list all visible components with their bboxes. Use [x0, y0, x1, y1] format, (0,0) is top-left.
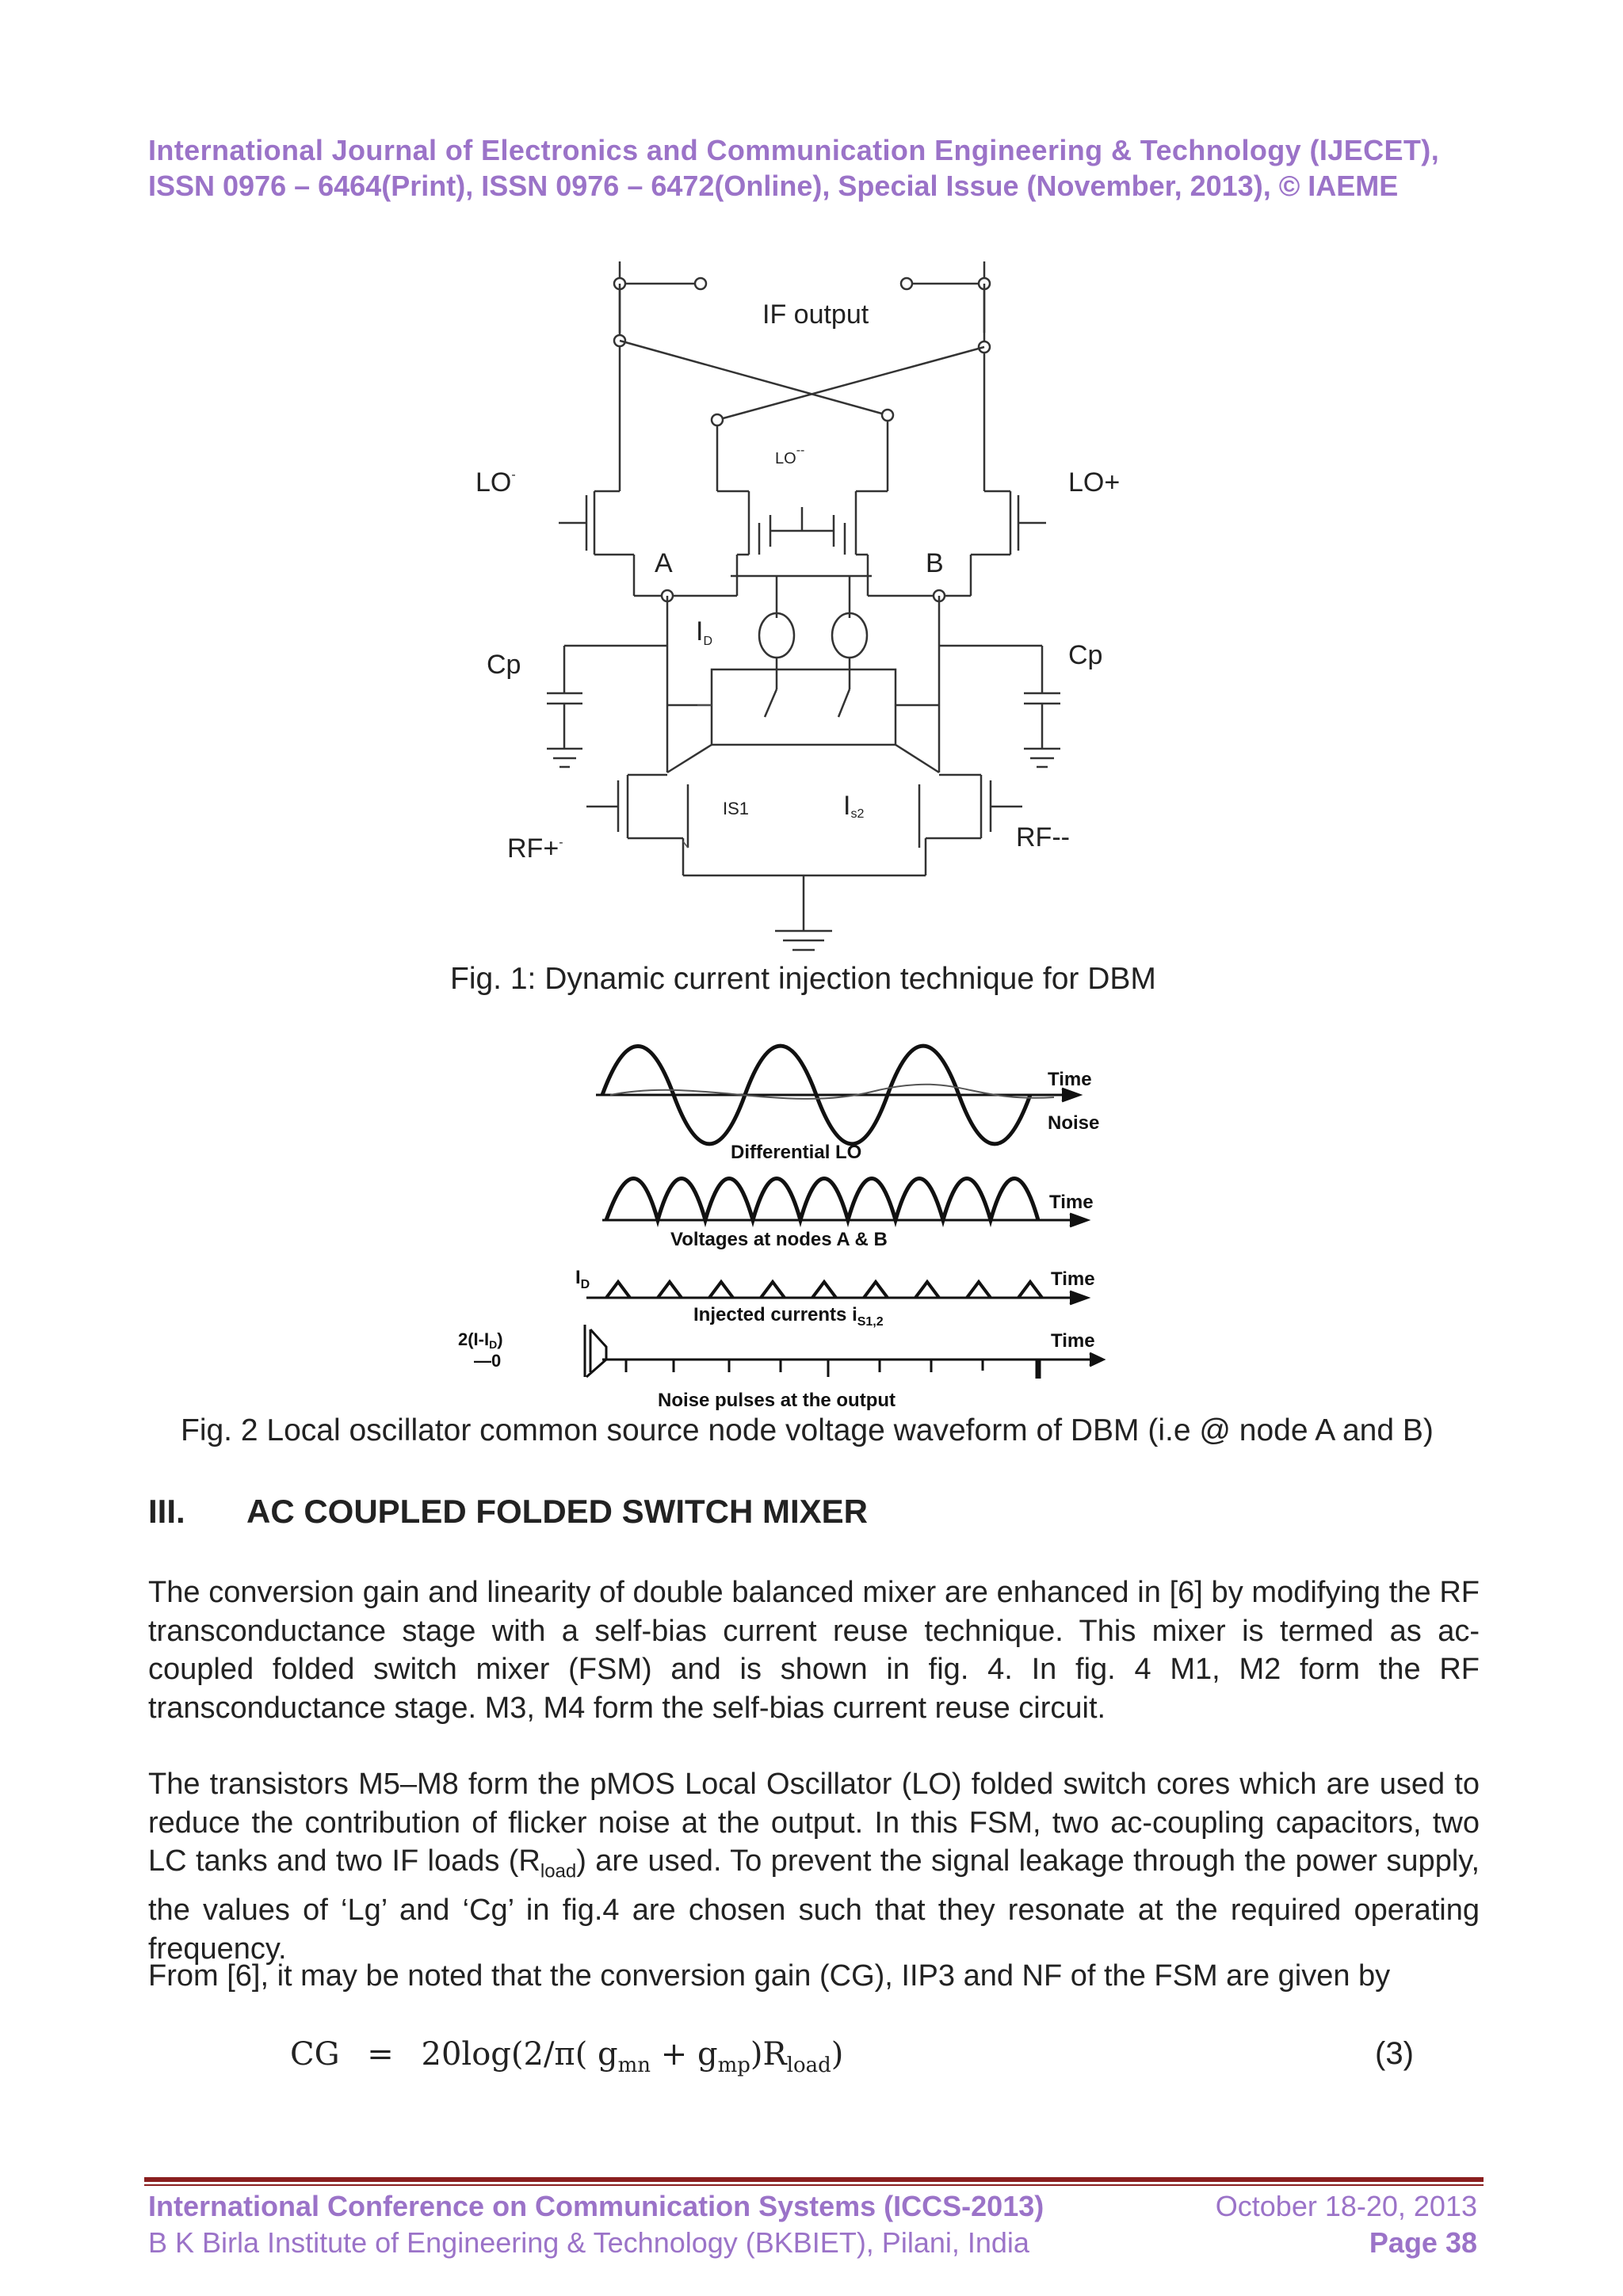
fig2-time-label-4: Time — [1051, 1330, 1095, 1352]
footer-institute: B K Birla Institute of Engineering & Technology (BKBIET), Pilani, India — [148, 2226, 1029, 2259]
if-output-label: IF output — [762, 299, 869, 330]
equation-cg — [290, 2036, 843, 2077]
fig2-time-label-2: Time — [1049, 1192, 1094, 1213]
fig2-time-label-3: Time — [1051, 1268, 1095, 1290]
rload-subscript: load — [540, 1860, 577, 1882]
paragraph-3: From [6], it may be noted that the conversion gain (CG), IIP3 and NF of the FSM are given by — [148, 1959, 1391, 1993]
footer-rule — [144, 2177, 1484, 2182]
figure2-waveforms — [444, 1038, 1157, 1418]
fig2-differential-lo-label: Differential LO — [731, 1142, 862, 1163]
figure1-circuit-diagram — [444, 254, 1205, 967]
fig2-left-label: 2(I-ID) — [458, 1329, 503, 1351]
eq-rhs: 20log(2/π( g — [421, 2036, 618, 2073]
lo-minus-left-label: LO- — [475, 467, 516, 498]
journal-header-line1: International Journal of Electronics and Communication Engineering & Technology (IJECET), — [148, 134, 1440, 166]
fig2-id-label: $I_D$ — [575, 1267, 590, 1291]
eq-gmp-sub: mp — [717, 2054, 750, 2077]
figure1-caption: Fig. 1: Dynamic current injection technique for DBM — [450, 962, 1156, 996]
paragraph-2 — [148, 1765, 1480, 1968]
fig2-injected-label: Injected currents $i_{S1,2}$ — [693, 1304, 884, 1329]
eq-rload: )R — [750, 2036, 787, 2073]
fig2-left-label-2: —0 — [474, 1351, 502, 1371]
journal-header-line2: ISSN 0976 – 6464(Print), ISSN 0976 – 6472(Online), Special Issue (November, 2013), © IAEME — [148, 170, 1399, 202]
rf-right-label: RF-- — [1016, 822, 1070, 852]
lo-plus-right-label: LO+ — [1068, 467, 1121, 498]
footer-page-number: Page 38 — [1369, 2226, 1477, 2259]
node-b-label: B — [926, 548, 944, 578]
fig2-voltages-label: Voltages at nodes A & B — [670, 1229, 888, 1250]
eq-equals: = — [367, 2036, 394, 2073]
eq-close: ) — [831, 2036, 844, 2073]
cp-left-label: Cp — [487, 650, 521, 680]
section-number: III. — [148, 1493, 185, 1530]
eq-gmn-sub: mn — [617, 2054, 651, 2077]
equation-number: (3) — [1375, 2036, 1414, 2071]
node-a-label: A — [655, 548, 673, 578]
footer-rule-thin — [144, 2184, 1484, 2186]
rf-left-label: RF+- — [507, 833, 563, 864]
fig2-noise-pulses-label: Noise pulses at the output — [658, 1390, 896, 1411]
is1-label: IS1 — [723, 799, 750, 818]
footer-conference: International Conference on Communication Systems (ICCS-2013) — [148, 2190, 1044, 2222]
paragraph-1: The conversion gain and linearity of double balanced mixer are enhanced in [6] by modifying the RF transconductance stage with a self-bias current reuse technique. This mixer is termed as ac-coupled folded switch mixer (FSM) and is shown in fig. 4. In fig. 4 M1, M2 form the RF transconductance stage. M3, M4 form the self-bias current reuse circuit. — [148, 1576, 1480, 1725]
footer-date: October 18-20, 2013 — [1215, 2190, 1477, 2222]
fig2-noise-label: Noise — [1048, 1112, 1100, 1134]
lo-center-label: LO-- — [775, 444, 805, 467]
id-label: ID — [696, 616, 713, 648]
paragraph-2-part-a: The transistors M5–M8 form the pMOS Local Oscillator (LO) folded switch cores which are used to reduce the contribution of flicker noise at the output. In this FSM, two ac-coupling capacitors, two LC tanks and two IF loads (R — [148, 1768, 1480, 1878]
is2-label: Is2 — [843, 791, 865, 821]
paragraph-2-part-b: ) are used. To prevent the signal leakage through the power supply, the values of ‘Lg’ and ‘Cg’ in fig.4 are chosen such that they resonate at the required operating frequency. — [148, 1844, 1480, 1966]
fig2-time-label-1: Time — [1048, 1069, 1092, 1090]
section-title: AC COUPLED FOLDED SWITCH MIXER — [246, 1493, 868, 1530]
cp-right-label: Cp — [1068, 640, 1103, 670]
figure2-caption: Fig. 2 Local oscillator common source node voltage waveform of DBM (i.e @ node A and B) — [181, 1413, 1434, 1447]
eq-plus: + g — [651, 2036, 718, 2073]
eq-rload-sub: load — [786, 2054, 831, 2077]
eq-lhs: CG — [290, 2036, 340, 2073]
section-heading — [148, 1493, 868, 1531]
